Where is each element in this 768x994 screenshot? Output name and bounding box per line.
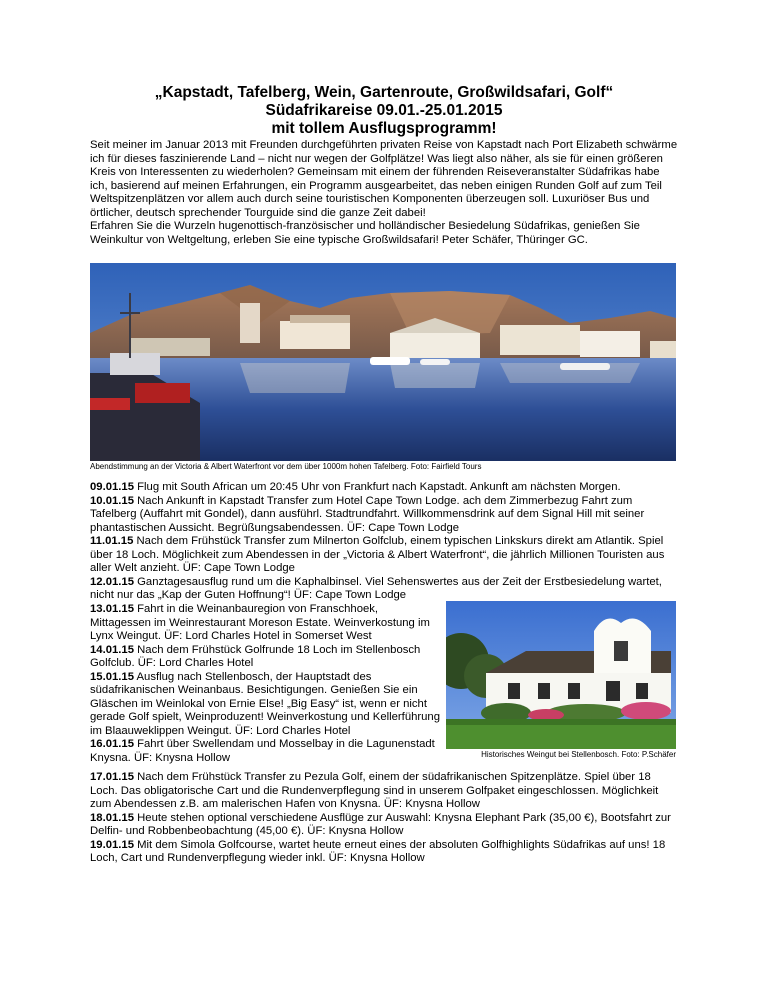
day-date: 14.01.15 [90, 643, 134, 656]
itinerary-day-1201 [90, 576, 680, 603]
title-line-2: Südafrikareise 09.01.-25.01.2015 [265, 102, 503, 119]
day-date: 13.01.15 [90, 603, 134, 615]
day-date: 18.01.15 [90, 811, 134, 824]
day-text: Flug mit South African um 20:45 Uhr von Frankfurt nach Kapstadt. Ankunft am nächsten Morgen. [133, 481, 621, 493]
title-line-1: „Kapstadt, Tafelberg, Wein, Gartenroute, Großwildsafari, Golf“ [154, 84, 614, 101]
itinerary-day-1001 [90, 495, 680, 536]
day-date: 09.01.15 [90, 481, 134, 493]
day-date: 19.01.15 [90, 838, 134, 851]
day-date: 11.01.15 [90, 535, 134, 547]
itinerary-day-1801 [90, 812, 680, 839]
itinerary-day-1901 [90, 839, 680, 866]
waterfront-photo-caption: Abendstimmung an der Victoria & Albert Waterfront vor dem über 1000m hohen Tafelberg. Foto: Fairfield Tours [90, 462, 482, 471]
intro-text [90, 139, 680, 247]
winery-photo [446, 601, 676, 749]
itinerary-part-3 [90, 771, 680, 866]
day-text: Nach dem Frühstück Transfer zum Milnerton Golfclub, einem typischen Linkskurs direkt am Atlantik. Spiel über 18 Loch. Möglichkeit zum Abendessen in der „Victoria & Albert Waterfront“, die jährlich Millionen Touristen aus aller Welt anzieht. ÜF: Cape Town Lodge [90, 535, 665, 574]
day-text: Nach dem Frühstück Golfrunde 18 Loch im Stellenbosch Golfclub. ÜF: Lord Charles Hotel [90, 643, 421, 669]
waterfront-image [90, 263, 676, 461]
itinerary-day-1301 [90, 603, 440, 644]
itinerary-day-1401 [90, 644, 440, 671]
day-date: 17.01.15 [90, 771, 134, 783]
intro-paragraph-2: Erfahren Sie die Wurzeln hugenottisch-französischer und holländischer Besiedelung Südafrikas, genießen Sie Weinkultur von Weltgeltung, erleben Sie eine typische Großwildsafari! Peter Schäfer, Thüringer GC. [90, 220, 640, 246]
itinerary-part-2 [90, 603, 440, 765]
itinerary-day-1601 [90, 738, 440, 765]
day-text: Nach Ankunft in Kapstadt Transfer zum Hotel Cape Town Lodge. ach dem Zimmerbezug Fahrt zum Tafelberg (Auffahrt mit Gondel), dann ausführl. Stadtrundfahrt. Willkommensdrink auf dem Signal Hill mit seiner phantastischen Aussicht. Begrüßungsabendessen. ÜF: Cape Town Lodge [90, 494, 645, 534]
intro-paragraph-1: Seit meiner im Januar 2013 mit Freunden durchgeführten privaten Reise von Kapstadt nach Port Elizabeth schwärme ich für dieses faszinierende Land – nicht nur wegen der Golfplätze! Was liegt also näher, als sie für einen größeren Kreis von Interessenten zu wiederholen? Gemeinsam mit einem der führenden Reiseveranstalter Südafrikas habe ich, basierend auf meinen Erfahrungen, ein Programm ausgearbeitet, das neben einigen Runden Golf auf zum Teil Weltspitzenplätzen vor allem auch durch seine touristischen Komponenten überzeugen soll. Luxuriöser Bus und örtlicher, deutsch sprechender Tourguide sind die ganze Zeit dabei! [90, 139, 678, 219]
day-text: Fahrt in die Weinanbauregion von Franschhoek, Mittagessen im Weinrestaurant Moreson Estate. Weinverkostung im Lynx Weingut. ÜF: Lord Charles Hotel in Somerset West [90, 603, 430, 642]
day-date: 16.01.15 [90, 738, 134, 750]
document-title [0, 84, 768, 138]
day-text: Ganztagesausflug rund um die Kaphalbinsel. Viel Sehenswertes aus der Zeit der Erstbesiedelung wartet, nicht nur das „Kap der Guten Hoffnung“! ÜF: Cape Town Lodge [90, 575, 662, 601]
day-text: Ausflug nach Stellenbosch, der Hauptstadt des südafrikanischen Weinanbaus. Besichtigungen. Genießen Sie ein Gläschen im Weinlokal von Ernie Else! „Big Easy“ ist, wenn er nicht gerade Golf spielt, Weinproduzent! Weinverkostung und Kellerführung im Blaauweklippen Weingut. ÜF: Lord Charles Hotel [90, 670, 440, 737]
winery-image [446, 601, 676, 749]
itinerary-day-1701 [90, 771, 680, 812]
day-date: 10.01.15 [90, 494, 134, 507]
day-text: Heute stehen optional verschiedene Ausflüge zur Auswahl: Knysna Elephant Park (35,00 €), Bootsfahrt zur Delfin- und Robbenbeobachtung (45,00 €). ÜF: Knysna Hollow [90, 811, 671, 837]
itinerary-day-1501 [90, 671, 440, 739]
day-text: Nach dem Frühstück Transfer zu Pezula Golf, einem der südafrikanischen Spitzenplätze. Spiel über 18 Loch. Das obligatorische Cart und die Rundenverpflegung sind in unserem Golfpaket eingeschlossen. Möglichkeit zum Abendessen z.B. am malerischen Hafen von Knysna. ÜF: Knysna Hollow [90, 771, 659, 810]
title-line-3: mit tollem Ausflugsprogramm! [271, 120, 497, 137]
waterfront-photo [90, 263, 676, 461]
day-date: 12.01.15 [90, 575, 134, 588]
day-date: 15.01.15 [90, 670, 134, 683]
itinerary-day-0901 [90, 481, 680, 495]
day-text: Fahrt über Swellendam und Mosselbay in die Lagunenstadt Knysna. ÜF: Knysna Hollow [90, 738, 435, 764]
itinerary-day-1101 [90, 535, 680, 576]
day-text: Mit dem Simola Golfcourse, wartet heute erneut eines der absoluten Golfhighlights Südafrikas auf uns! 18 Loch, Cart und Rundenverpflegung wieder inkl. ÜF: Knysna Hollow [90, 838, 666, 864]
itinerary-part-1 [90, 481, 680, 603]
winery-photo-caption: Historisches Weingut bei Stellenbosch. Foto: P.Schäfer [481, 750, 676, 759]
